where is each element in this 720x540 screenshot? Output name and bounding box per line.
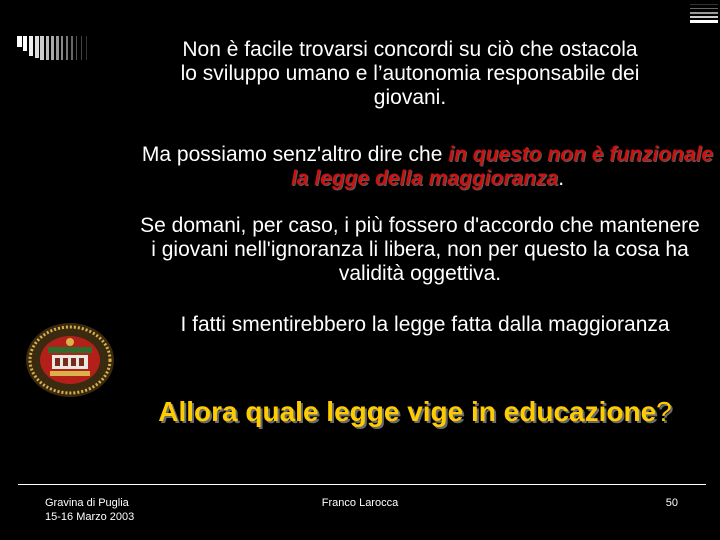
- second-suffix: .: [558, 167, 565, 190]
- closing-question: [150, 396, 680, 428]
- page-number: 50: [665, 497, 678, 509]
- fourth-paragraph: I fatti smentirebbero la legge fatta dalla maggioranza: [180, 313, 670, 336]
- coat-of-arms-seal-icon: [24, 321, 116, 399]
- second-paragraph: [140, 143, 715, 191]
- second-emphasis: in questo non è funzionale la legge della maggioranza: [290, 143, 714, 190]
- question-text: Allora quale legge vige in educazione: [158, 396, 657, 427]
- footer-divider: [18, 484, 706, 485]
- second-prefix: Ma possiamo senz'altro dire che: [141, 143, 449, 166]
- footer-author: Franco Larocca: [321, 497, 399, 509]
- third-paragraph: Se domani, per caso, i più fossero d'accordo che mantenere i giovani nell'ignoranza li libera, non per questo la cosa ha validità oggettiva.: [140, 214, 700, 285]
- question-mark: ?: [656, 396, 672, 427]
- intro-line-2: lo sviluppo umano e l’autonomia responsabile dei: [180, 62, 640, 85]
- footer-location: Gravina di Puglia: [45, 497, 129, 509]
- intro-line-1: Non è facile trovarsi concordi su ciò che ostacola: [182, 38, 638, 61]
- intro-paragraph: [130, 38, 690, 110]
- intro-line-3: giovani.: [373, 86, 447, 109]
- footer-location-dates: [45, 496, 134, 524]
- footer-dates: 15-16 Marzo 2003: [45, 511, 135, 523]
